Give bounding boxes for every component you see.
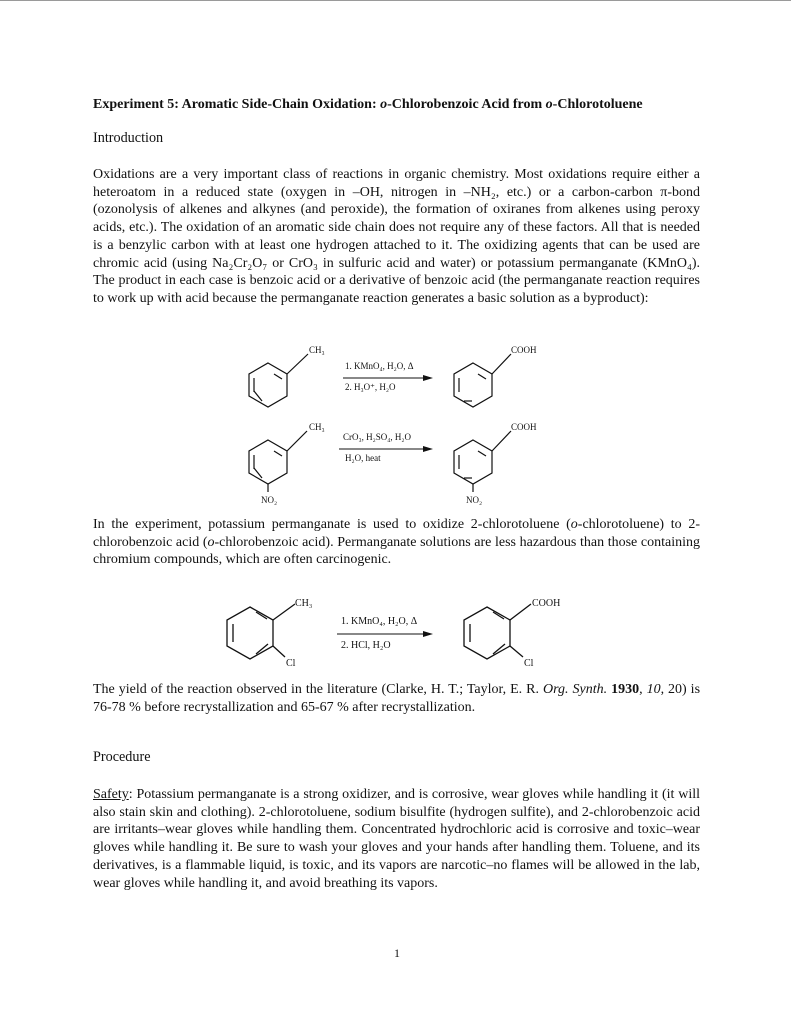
reactant-ch3-label: CH₃ <box>295 598 313 609</box>
top-border <box>0 0 791 1</box>
page-title: Experiment 5: Aromatic Side-Chain Oxidation: o-Chlorobenzoic Acid from o-Chlorotoluene <box>93 97 643 112</box>
benzoic-acid-structure <box>454 345 537 407</box>
safety-label: Safety <box>93 787 129 802</box>
nitrobenzoic-acid-structure <box>454 422 537 505</box>
reaction-scheme-1 <box>93 340 701 510</box>
rxn1-condition-top: 1. KMnO₄, H₂O, Δ <box>345 361 414 371</box>
safety-paragraph: Safety: Potassium permanganate is a strong oxidizer, and is corrosive, wear gloves while handling it (it will also stain skin and clothing). 2-chlorotoluene, sodium bisulfite (hydrogen sulfite), and 2-chlorobenzoic acid are irritants–wear gloves while handling them. Concentrated hydrochloric acid is corrosive and toxic–wear gloves while handling it. Be sure to wash your gloves and your hands after handling them. Toluene, and its derivatives, is a flammable liquid, is toxic, and its vapors are narcotic–no flames will be allowed in the lab, wear gloves while handling it, and avoid breathing its vapors. <box>93 787 700 891</box>
experiment-paragraph: In the experiment, potassium permanganate is used to oxidize 2-chlorotoluene (o-chlorotoluene) to 2-chlorobenzoic acid (o-chlorobenzoic acid). Permanganate solutions are less hazardous than those containing chromium compounds, which are often carcinogenic. <box>93 517 700 568</box>
nitrotoluene-structure <box>249 422 325 505</box>
procedure-heading: Procedure <box>93 749 151 765</box>
yield-paragraph: The yield of the reaction observed in the literature (Clarke, H. T.; Taylor, E. R. Org. Synth. 1930, 10, 20) is 76-78 % before recrystallization and 65-67 % after recrystallization. <box>93 682 701 715</box>
rxn1-product-group: COOH <box>511 345 537 355</box>
page-number: 1 <box>394 946 400 960</box>
rxn2-reactant-group: CH₃ <box>309 422 325 432</box>
rxn1-condition-bottom: 2. H₃O⁺, H₂O <box>345 382 396 392</box>
product-cl-label: Cl <box>524 658 534 669</box>
rxn2-condition-bottom: H₂O, heat <box>345 453 381 463</box>
rxn3-condition-top: 1. KMnO₄, H₂O, Δ <box>341 616 418 627</box>
rxn2-condition-top: CrO₃, H₂SO₄, H₂O <box>343 432 412 442</box>
rxn2-reactant-sub: NO₂ <box>261 495 278 505</box>
chlorobenzoic-acid-structure <box>464 598 560 669</box>
toluene-structure <box>249 345 325 407</box>
product-cooh-label: COOH <box>532 598 561 609</box>
reaction-scheme-2 <box>93 592 701 672</box>
rxn3-condition-bottom: 2. HCl, H₂O <box>341 640 391 651</box>
reactant-cl-label: Cl <box>286 658 296 669</box>
rxn1-reactant-group: CH₃ <box>309 345 325 355</box>
rxn2-product-sub: NO₂ <box>466 495 483 505</box>
chlorotoluene-structure <box>227 598 312 669</box>
introduction-paragraph: Oxidations are a very important class of reactions in organic chemistry. Most oxidations require either a heteroatom in a reduced state (oxygen in –OH, nitrogen in –NH₂, etc.) or a carbon-carbon π-bond (ozonolysis of alkenes and alkynes (and peroxide), the formation of oxiranes from alkenes using peroxy acids, etc.). The oxidation of an aromatic side chain does not require any of these factors. All that is needed is a benzylic carbon with at least one hydrogen attached to it. The oxidizing agents that can be used are chromic acid (using Na₂Cr₂O₇ or CrO₃ in sulfuric acid and water) or potassium permanganate (KMnO₄). The product in each case is benzoic acid or a derivative of benzoic acid (the permanganate reaction requires to work up with acid because the permanganate reaction generates a basic solution as a byproduct): <box>93 167 700 306</box>
introduction-heading: Introduction <box>93 130 164 146</box>
rxn2-product-group: COOH <box>511 422 537 432</box>
